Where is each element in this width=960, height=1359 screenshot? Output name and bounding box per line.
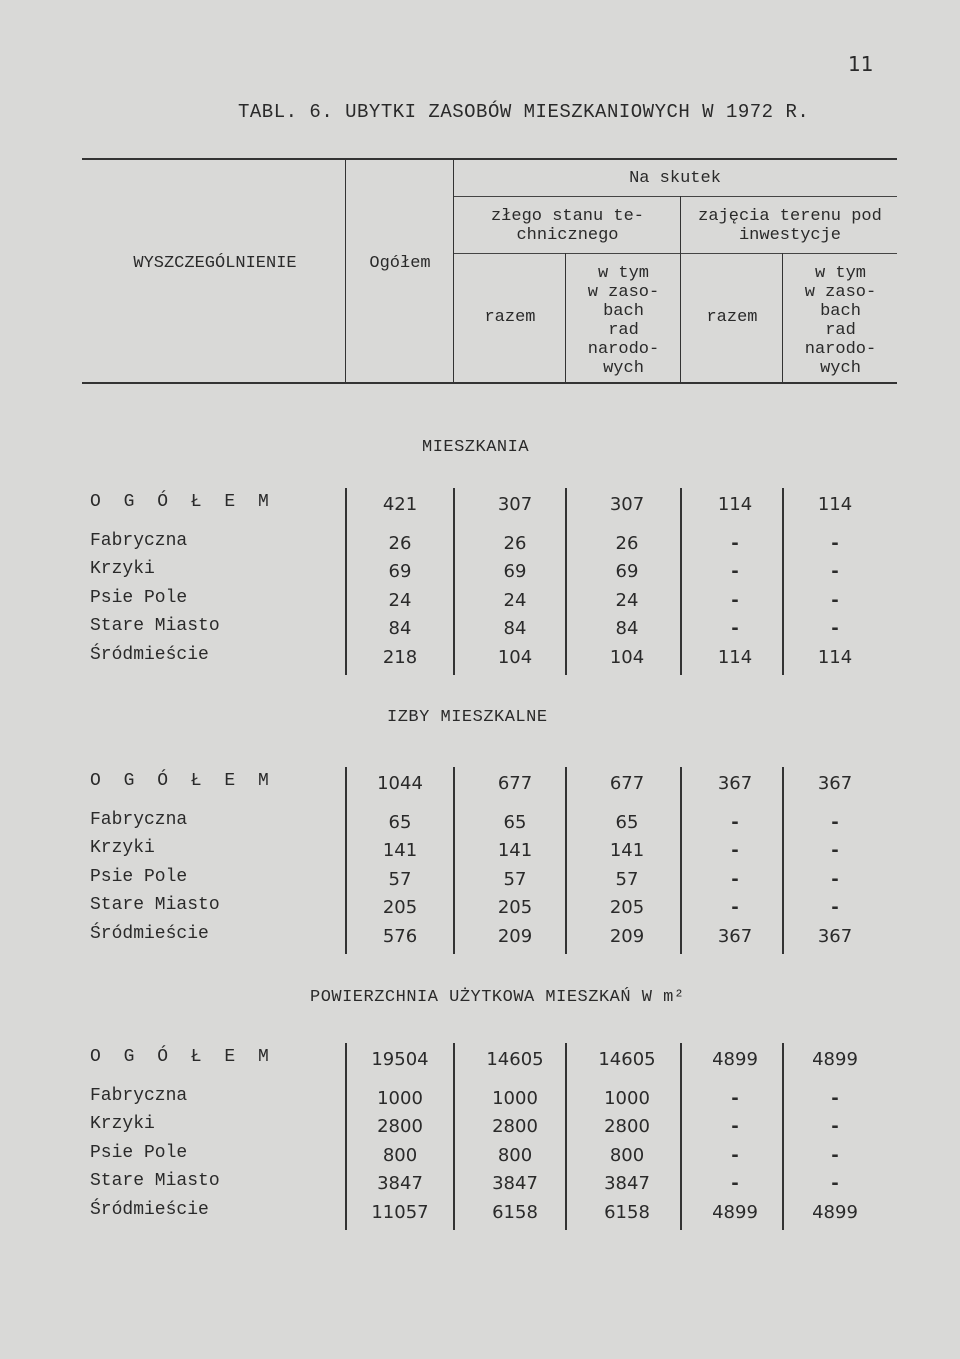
table-cell: 677 (609, 773, 645, 794)
row-label: Psie Pole (90, 1142, 188, 1163)
table-cell: 3847 (492, 1173, 538, 1194)
table-cell: - (831, 1116, 839, 1137)
table-cell: 19504 (371, 1049, 429, 1070)
table-row (0, 531, 960, 559)
table-row (0, 1200, 960, 1228)
table-cell: 57 (615, 868, 639, 890)
row-label: Stare Miasto (90, 895, 220, 915)
table-cell: - (731, 840, 739, 861)
table-cell: - (831, 811, 839, 833)
header-divider-3 (565, 253, 566, 382)
table-cell: - (731, 1116, 739, 1137)
table-cell: 57 (503, 868, 527, 890)
table-cell: 218 (382, 646, 418, 668)
table-cell: 26 (503, 532, 527, 554)
table-cell: 14605 (598, 1049, 656, 1070)
header-col-total: Ogółem (369, 254, 431, 273)
table-row (0, 1114, 960, 1142)
row-label: Psie Pole (90, 587, 188, 608)
table-row (0, 559, 960, 587)
header-top-rule (82, 158, 897, 160)
row-label: Fabryczna (90, 1085, 188, 1106)
table-cell: - (731, 897, 739, 918)
header-col-label: WYSZCZEGÓLNIENIE (133, 254, 297, 273)
table-row (0, 867, 960, 895)
header-divider-2 (453, 160, 454, 382)
page-number: 11 (848, 52, 874, 76)
table-cell: 11057 (371, 1201, 429, 1223)
table-cell: - (831, 868, 839, 890)
table-cell: 1000 (604, 1087, 650, 1109)
table-cell: 114 (817, 646, 853, 668)
table-cell: 2800 (492, 1116, 538, 1137)
table-cell: 114 (817, 494, 853, 515)
header-rule-na-skutek (453, 196, 897, 197)
table-cell: 26 (388, 532, 412, 554)
table-row (0, 771, 960, 799)
row-label: Fabryczna (90, 530, 188, 551)
row-label: Psie Pole (90, 866, 188, 887)
table-row (0, 1086, 960, 1114)
table-cell: 4899 (812, 1201, 858, 1223)
row-label: Stare Miasto (90, 616, 220, 636)
table-row (0, 492, 960, 520)
table-row (0, 1143, 960, 1171)
table-cell: 141 (609, 840, 645, 861)
table-cell: 65 (503, 811, 527, 833)
table-cell: - (831, 532, 839, 554)
table-row (0, 810, 960, 838)
table-cell: 205 (609, 897, 645, 918)
row-label: Stare Miasto (90, 1171, 220, 1191)
table-cell: 4899 (812, 1049, 858, 1070)
table-cell: 209 (609, 925, 645, 947)
table-cell: 104 (609, 646, 645, 668)
table-cell: 24 (615, 589, 639, 611)
table-cell: 3847 (604, 1173, 650, 1194)
table-cell: - (831, 618, 839, 639)
table-cell: - (731, 1144, 739, 1166)
table-cell: 205 (382, 897, 418, 918)
table-cell: 4899 (712, 1201, 758, 1223)
table-cell: - (831, 897, 839, 918)
table-cell: 800 (609, 1144, 645, 1166)
table-cell: 69 (388, 561, 412, 582)
table-cell: - (731, 618, 739, 639)
row-label: Śródmieście (90, 644, 209, 665)
table-title: TABL. 6. UBYTKI ZASOBÓW MIESZKANIOWYCH W 1972 R. (238, 101, 810, 123)
table-cell: 367 (717, 925, 753, 947)
row-label: O G Ó Ł E M (90, 771, 275, 791)
row-label: Krzyki (90, 1114, 155, 1134)
table-cell: 4899 (712, 1049, 758, 1070)
table-cell: - (831, 589, 839, 611)
table-cell: 6158 (604, 1201, 650, 1223)
table-cell: 421 (382, 494, 418, 515)
table-cell: - (731, 811, 739, 833)
table-cell: 1044 (377, 773, 423, 794)
table-cell: - (731, 589, 739, 611)
section-title: POWIERZCHNIA UŻYTKOWA MIESZKAŃ W m² (310, 988, 685, 1007)
row-label: Fabryczna (90, 809, 188, 830)
table-cell: 576 (382, 925, 418, 947)
table-cell: - (731, 868, 739, 890)
table-cell: 69 (615, 561, 639, 582)
table-row (0, 895, 960, 923)
table-row (0, 645, 960, 673)
table-cell: 141 (382, 840, 418, 861)
table-cell: 84 (615, 618, 639, 639)
table-cell: - (831, 1144, 839, 1166)
header-w-tym-1: w tym w zaso- bach rad narodo- wych (587, 264, 660, 378)
header-rule-groups (453, 253, 897, 254)
table-row (0, 924, 960, 952)
table-row (0, 616, 960, 644)
table-cell: 24 (388, 589, 412, 611)
row-label: Śródmieście (90, 923, 209, 944)
table-cell: 209 (497, 925, 533, 947)
table-cell: 65 (615, 811, 639, 833)
row-label: Krzyki (90, 838, 155, 858)
table-cell: 104 (497, 646, 533, 668)
table-cell: 84 (388, 618, 412, 639)
table-cell: 307 (609, 494, 645, 515)
header-divider-1 (345, 160, 346, 382)
table-cell: 205 (497, 897, 533, 918)
header-razem-1: razem (484, 308, 536, 327)
table-cell: - (731, 561, 739, 582)
header-razem-2: razem (706, 308, 758, 327)
row-label: Krzyki (90, 559, 155, 579)
row-label: Śródmieście (90, 1199, 209, 1220)
table-cell: 800 (382, 1144, 418, 1166)
table-cell: 307 (497, 494, 533, 515)
table-cell: 367 (817, 925, 853, 947)
table-cell: 57 (388, 868, 412, 890)
table-cell: - (731, 1173, 739, 1194)
table-cell: - (731, 532, 739, 554)
table-cell: 367 (717, 773, 753, 794)
table-cell: 24 (503, 589, 527, 611)
table-cell: 800 (497, 1144, 533, 1166)
header-group-2: zajęcia terenu pod inwestycje (698, 207, 882, 245)
table-cell: 3847 (377, 1173, 423, 1194)
table-row (0, 1171, 960, 1199)
table-cell: 6158 (492, 1201, 538, 1223)
table-cell: 1000 (377, 1087, 423, 1109)
header-w-tym-2: w tym w zaso- bach rad narodo- wych (804, 264, 877, 378)
table-cell: - (731, 1087, 739, 1109)
table-cell: 114 (717, 646, 753, 668)
table-cell: 84 (503, 618, 527, 639)
table-cell: 114 (717, 494, 753, 515)
table-cell: 65 (388, 811, 412, 833)
table-cell: 69 (503, 561, 527, 582)
table-cell: 14605 (486, 1049, 544, 1070)
header-group-1: złego stanu te- chnicznego (490, 207, 645, 245)
table-cell: 26 (615, 532, 639, 554)
row-label: O G Ó Ł E M (90, 492, 275, 512)
table-row (0, 838, 960, 866)
row-label: O G Ó Ł E M (90, 1047, 275, 1067)
table-cell: 367 (817, 773, 853, 794)
table-cell: - (831, 840, 839, 861)
table-cell: 1000 (492, 1087, 538, 1109)
header-na-skutek: Na skutek (629, 169, 721, 188)
table-cell: - (831, 561, 839, 582)
table-cell: 2800 (377, 1116, 423, 1137)
header-divider-4 (680, 196, 681, 382)
table-cell: 141 (497, 840, 533, 861)
table-cell: 677 (497, 773, 533, 794)
table-row (0, 588, 960, 616)
section-title: IZBY MIESZKALNE (387, 708, 548, 727)
header-divider-5 (782, 253, 783, 382)
section-title: MIESZKANIA (422, 438, 530, 457)
table-row (0, 1047, 960, 1075)
header-bottom-rule (82, 382, 897, 384)
table-cell: 2800 (604, 1116, 650, 1137)
table-cell: - (831, 1087, 839, 1109)
table-cell: - (831, 1173, 839, 1194)
